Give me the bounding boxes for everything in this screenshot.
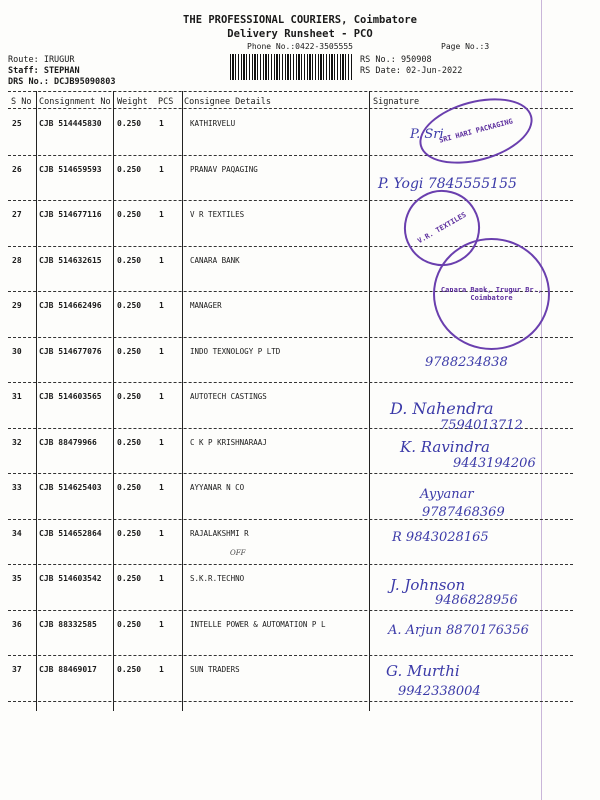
bank-stamp <box>433 238 550 350</box>
route: Route: IRUGUR <box>8 55 75 65</box>
row-consignment-no: CJB 514677076 <box>39 346 102 356</box>
row-consignee: PRANAV PAQAGING <box>190 164 258 174</box>
row-weight: 0.250 <box>117 210 142 219</box>
col-header-sno: S No <box>11 97 32 107</box>
row-separator <box>8 701 573 702</box>
col-header-consignee: Consignee Details <box>184 97 271 107</box>
row-pcs: 1 <box>159 437 164 447</box>
row-consignment-no: CJB 514652864 <box>39 528 102 538</box>
page-number: Page No.:3 <box>441 42 490 51</box>
row-consignment-no: CJB 514625403 <box>39 483 102 492</box>
signature: 9788234838 <box>425 355 508 370</box>
row-consignee: S.K.R.TECHNO <box>190 574 245 583</box>
row-pcs: 1 <box>159 483 164 492</box>
row-consignee: AYYANAR N CO <box>190 483 245 492</box>
row-sno: 35 <box>12 574 22 583</box>
col-header-signature: Signature <box>373 97 420 107</box>
row-pcs: 1 <box>159 574 164 583</box>
stamp-text: Canara Bank, Irugur Br., Coimbatore <box>440 286 543 302</box>
row-pcs: 1 <box>159 665 164 674</box>
row-weight: 0.250 <box>117 665 142 674</box>
row-pcs: 1 <box>159 164 164 174</box>
row-pcs: 1 <box>159 301 164 310</box>
row-sno: 29 <box>12 301 22 310</box>
row-pcs: 1 <box>159 528 164 538</box>
row-sno: 28 <box>12 255 22 265</box>
row-weight: 0.250 <box>117 528 142 538</box>
row-consignee: KATHIRVELU <box>190 119 236 128</box>
row-consignment-no: CJB 88469017 <box>39 665 97 674</box>
row-weight: 0.250 <box>117 255 142 265</box>
barcode <box>230 54 352 80</box>
signature: R 9843028165 <box>392 530 489 545</box>
row-consignee: MANAGER <box>190 301 222 310</box>
row-consignee: INDO TEXNOLOGY P LTD <box>190 346 281 356</box>
row-sno: 27 <box>12 210 22 219</box>
signature: J. Johnson <box>390 576 466 594</box>
signature: Ayyanar <box>420 487 474 502</box>
signature: G. Murthi <box>386 662 460 680</box>
row-sno: 32 <box>12 437 22 447</box>
row-sno: 37 <box>12 665 22 674</box>
row-pcs: 1 <box>159 255 164 265</box>
stamp-text: V.R. TEXTILES <box>416 210 468 246</box>
company-name: THE PROFESSIONAL COURIERS, Coimbatore <box>183 14 417 26</box>
signature: A. Arjun 8870176356 <box>388 623 529 638</box>
signature: D. Nahendra <box>390 399 494 418</box>
col-divider <box>113 91 114 711</box>
col-divider <box>182 91 183 711</box>
annotation-note: OFF <box>230 549 246 557</box>
row-consignment-no: CJB 514603542 <box>39 574 102 583</box>
row-consignee: CANARA BANK <box>190 255 240 265</box>
phone-number: Phone No.:0422-3505555 <box>247 42 353 51</box>
row-consignment-no: CJB 88479966 <box>39 437 97 447</box>
table-top-rule <box>8 91 573 92</box>
row-weight: 0.250 <box>117 483 142 492</box>
document-title: Delivery Runsheet - PCO <box>227 28 373 40</box>
row-sno: 30 <box>12 346 22 356</box>
row-consignment-no: CJB 514677116 <box>39 210 102 219</box>
row-consignee: RAJALAKSHMI R <box>190 528 249 538</box>
row-sno: 33 <box>12 483 22 492</box>
col-divider <box>369 91 370 711</box>
row-consignment-no: CJB 514445830 <box>39 119 102 128</box>
row-sno: 25 <box>12 119 22 128</box>
row-consignment-no: CJB 88332585 <box>39 619 97 629</box>
signature: 7594013712 <box>440 418 523 433</box>
row-weight: 0.250 <box>117 392 142 401</box>
stamp-text: SRI HARI PACKAGING <box>438 117 514 145</box>
row-consignment-no: CJB 514662496 <box>39 301 102 310</box>
row-pcs: 1 <box>159 392 164 401</box>
signature: P. Sri <box>410 127 444 142</box>
staff: Staff: STEPHAN <box>8 66 80 76</box>
row-consignee: C K P KRISHNARAAJ <box>190 437 267 447</box>
rs-number: RS No.: 950908 <box>360 55 432 65</box>
row-pcs: 1 <box>159 210 164 219</box>
drs-number: DRS No.: DCJB95090803 <box>8 77 116 87</box>
row-weight: 0.250 <box>117 574 142 583</box>
row-weight: 0.250 <box>117 346 142 356</box>
row-separator <box>8 610 573 611</box>
col-header-pcs: PCS <box>158 97 174 107</box>
row-consignee: V R TEXTILES <box>190 210 245 219</box>
signature: 9787468369 <box>422 505 505 520</box>
row-separator <box>8 200 573 201</box>
margin-line <box>541 0 542 800</box>
col-header-weight: Weight <box>117 97 148 107</box>
signature: 9942338004 <box>398 684 481 699</box>
row-weight: 0.250 <box>117 437 142 447</box>
row-separator <box>8 564 573 565</box>
row-pcs: 1 <box>159 346 164 356</box>
row-consignee: AUTOTECH CASTINGS <box>190 392 267 401</box>
row-separator <box>8 655 573 656</box>
row-sno: 36 <box>12 619 22 629</box>
col-header-consignment: Consignment No <box>39 97 111 107</box>
row-weight: 0.250 <box>117 164 142 174</box>
row-consignment-no: CJB 514659593 <box>39 164 102 174</box>
row-pcs: 1 <box>159 119 164 128</box>
row-consignee: INTELLE POWER & AUTOMATION P L <box>190 619 326 629</box>
rs-date: RS Date: 02-Jun-2022 <box>360 66 463 76</box>
row-sno: 31 <box>12 392 22 401</box>
signature: K. Ravindra <box>400 438 490 456</box>
signature: 9486828956 <box>435 593 518 608</box>
row-weight: 0.250 <box>117 301 142 310</box>
signature: P. Yogi 7845555155 <box>378 176 517 192</box>
row-consignment-no: CJB 514603565 <box>39 392 102 401</box>
signature: 9443194206 <box>453 456 536 471</box>
col-divider <box>36 91 37 711</box>
row-consignee: SUN TRADERS <box>190 665 240 674</box>
row-separator <box>8 382 573 383</box>
row-weight: 0.250 <box>117 619 142 629</box>
row-separator <box>8 473 573 474</box>
row-weight: 0.250 <box>117 119 142 128</box>
row-sno: 26 <box>12 164 22 174</box>
row-consignment-no: CJB 514632615 <box>39 255 102 265</box>
row-sno: 34 <box>12 528 22 538</box>
row-pcs: 1 <box>159 619 164 629</box>
